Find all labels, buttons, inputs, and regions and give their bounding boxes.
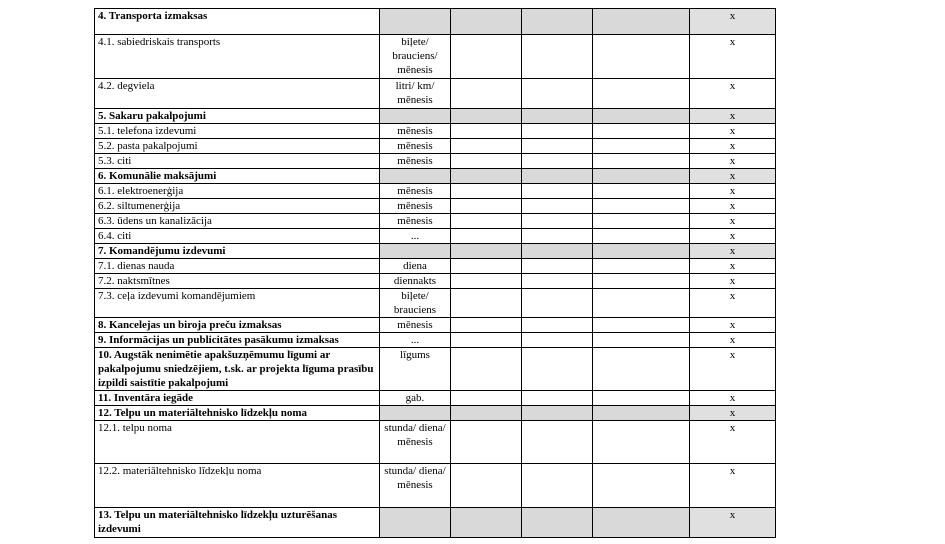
row-cell-empty xyxy=(451,333,522,348)
row-mark: x xyxy=(690,169,776,184)
row-mark: x xyxy=(690,154,776,169)
row-unit: biļete/ brauciens xyxy=(380,289,451,318)
row-name: 11. Inventāra iegāde xyxy=(95,391,380,406)
row-unit xyxy=(380,406,451,421)
row-name: 9. Informācijas un publicitātes pasākumu izmaksas xyxy=(95,333,380,348)
row-unit xyxy=(380,109,451,124)
row-unit xyxy=(380,9,451,35)
row-cell-empty xyxy=(522,244,593,259)
row-cell-empty xyxy=(451,35,522,79)
row-cell-empty xyxy=(593,214,690,229)
row-cell-empty xyxy=(593,109,690,124)
row-name: 6.2. siltumenerģija xyxy=(95,199,380,214)
row-cell-empty xyxy=(593,391,690,406)
row-cell-empty xyxy=(522,259,593,274)
row-unit: ... xyxy=(380,333,451,348)
table-row xyxy=(95,508,776,538)
row-cell-empty xyxy=(522,79,593,109)
row-cell-empty xyxy=(451,391,522,406)
row-unit xyxy=(380,169,451,184)
row-mark: x xyxy=(690,289,776,318)
table-row xyxy=(95,154,776,169)
row-cell-empty xyxy=(522,333,593,348)
row-mark: x xyxy=(690,214,776,229)
row-name: 5.3. citi xyxy=(95,154,380,169)
row-cell-empty xyxy=(451,139,522,154)
row-mark: x xyxy=(690,464,776,508)
row-cell-empty xyxy=(451,421,522,464)
row-cell-empty xyxy=(522,124,593,139)
row-name: 8. Kancelejas un biroja preču izmaksas xyxy=(95,318,380,333)
row-cell-empty xyxy=(593,508,690,538)
table-row xyxy=(95,184,776,199)
table-row xyxy=(95,35,776,79)
row-mark: x xyxy=(690,184,776,199)
table-row xyxy=(95,274,776,289)
table-row xyxy=(95,348,776,391)
row-name: 6. Komunālie maksājumi xyxy=(95,169,380,184)
table-row xyxy=(95,139,776,154)
row-mark: x xyxy=(690,333,776,348)
row-cell-empty xyxy=(593,199,690,214)
row-name: 12.2. materiāltehnisko līdzekļu noma xyxy=(95,464,380,508)
row-cell-empty xyxy=(451,508,522,538)
row-mark: x xyxy=(690,406,776,421)
row-cell-empty xyxy=(593,348,690,391)
row-cell-empty xyxy=(593,184,690,199)
row-cell-empty xyxy=(593,318,690,333)
row-unit: diena xyxy=(380,259,451,274)
row-name: 6.4. citi xyxy=(95,229,380,244)
row-unit: līgums xyxy=(380,348,451,391)
row-name: 7.2. naktsmītnes xyxy=(95,274,380,289)
row-cell-empty xyxy=(451,289,522,318)
row-cell-empty xyxy=(451,169,522,184)
row-cell-empty xyxy=(593,421,690,464)
row-mark: x xyxy=(690,35,776,79)
row-cell-empty xyxy=(522,274,593,289)
table-row xyxy=(95,259,776,274)
row-cell-empty xyxy=(451,214,522,229)
table-row xyxy=(95,333,776,348)
row-unit: diennakts xyxy=(380,274,451,289)
row-cell-empty xyxy=(522,9,593,35)
row-cell-empty xyxy=(593,79,690,109)
table-row xyxy=(95,169,776,184)
row-mark: x xyxy=(690,508,776,538)
table-row xyxy=(95,318,776,333)
row-cell-empty xyxy=(522,139,593,154)
table-row xyxy=(95,244,776,259)
row-unit: mēnesis xyxy=(380,214,451,229)
row-mark: x xyxy=(690,244,776,259)
row-cell-empty xyxy=(522,348,593,391)
row-cell-empty xyxy=(593,124,690,139)
table-row xyxy=(95,421,776,464)
table-row xyxy=(95,109,776,124)
table-row xyxy=(95,229,776,244)
row-cell-empty xyxy=(593,333,690,348)
table-row xyxy=(95,79,776,109)
row-cell-empty xyxy=(593,289,690,318)
row-cell-empty xyxy=(593,169,690,184)
row-mark: x xyxy=(690,109,776,124)
row-unit: mēnesis xyxy=(380,124,451,139)
row-cell-empty xyxy=(451,318,522,333)
row-cell-empty xyxy=(593,244,690,259)
row-cell-empty xyxy=(522,406,593,421)
row-mark: x xyxy=(690,318,776,333)
row-unit: gab. xyxy=(380,391,451,406)
row-cell-empty xyxy=(451,154,522,169)
row-cell-empty xyxy=(451,184,522,199)
row-unit: mēnesis xyxy=(380,154,451,169)
row-cell-empty xyxy=(522,154,593,169)
row-cell-empty xyxy=(451,348,522,391)
row-unit xyxy=(380,244,451,259)
row-cell-empty xyxy=(522,229,593,244)
row-mark: x xyxy=(690,199,776,214)
row-unit: stunda/ diena/ mēnesis xyxy=(380,421,451,464)
row-name: 4.2. degviela xyxy=(95,79,380,109)
row-cell-empty xyxy=(451,109,522,124)
row-cell-empty xyxy=(593,9,690,35)
row-cell-empty xyxy=(522,214,593,229)
row-mark: x xyxy=(690,229,776,244)
table-row xyxy=(95,289,776,318)
row-cell-empty xyxy=(451,79,522,109)
row-cell-empty xyxy=(522,391,593,406)
row-cell-empty xyxy=(451,259,522,274)
row-mark: x xyxy=(690,274,776,289)
table-row xyxy=(95,9,776,35)
table-row xyxy=(95,214,776,229)
row-unit: mēnesis xyxy=(380,318,451,333)
table-row xyxy=(95,124,776,139)
row-cell-empty xyxy=(593,464,690,508)
row-cell-empty xyxy=(593,154,690,169)
row-name: 4.1. sabiedriskais transports xyxy=(95,35,380,79)
row-cell-empty xyxy=(522,508,593,538)
row-mark: x xyxy=(690,139,776,154)
row-name: 6.1. elektroenerģija xyxy=(95,184,380,199)
row-cell-empty xyxy=(451,9,522,35)
row-mark: x xyxy=(690,421,776,464)
row-cell-empty xyxy=(522,464,593,508)
row-unit: mēnesis xyxy=(380,139,451,154)
row-cell-empty xyxy=(593,274,690,289)
row-name: 12. Telpu un materiāltehnisko līdzekļu noma xyxy=(95,406,380,421)
row-cell-empty xyxy=(451,199,522,214)
table-row xyxy=(95,464,776,508)
row-unit: biļete/ brauciens/ mēnesis xyxy=(380,35,451,79)
row-cell-empty xyxy=(451,464,522,508)
row-unit: litri/ km/ mēnesis xyxy=(380,79,451,109)
row-mark: x xyxy=(690,9,776,35)
table-row xyxy=(95,391,776,406)
row-name: 7.1. dienas nauda xyxy=(95,259,380,274)
row-cell-empty xyxy=(593,35,690,79)
row-name: 7.3. ceļa izdevumi komandējumiem xyxy=(95,289,380,318)
row-name: 4. Transporta izmaksas xyxy=(95,9,380,35)
row-mark: x xyxy=(690,391,776,406)
budget-table xyxy=(94,8,776,538)
table-row xyxy=(95,406,776,421)
row-cell-empty xyxy=(522,318,593,333)
row-cell-empty xyxy=(593,406,690,421)
row-cell-empty xyxy=(593,229,690,244)
row-unit: stunda/ diena/ mēnesis xyxy=(380,464,451,508)
row-name: 5. Sakaru pakalpojumi xyxy=(95,109,380,124)
row-cell-empty xyxy=(522,199,593,214)
row-mark: x xyxy=(690,124,776,139)
row-unit: mēnesis xyxy=(380,199,451,214)
row-cell-empty xyxy=(522,169,593,184)
row-cell-empty xyxy=(522,289,593,318)
row-cell-empty xyxy=(451,274,522,289)
row-mark: x xyxy=(690,259,776,274)
row-unit: mēnesis xyxy=(380,184,451,199)
row-name: 7. Komandējumu izdevumi xyxy=(95,244,380,259)
row-cell-empty xyxy=(522,421,593,464)
row-name: 13. Telpu un materiāltehnisko līdzekļu uzturēšanas izdevumi xyxy=(95,508,380,538)
row-name: 10. Augstāk nenimētie apakšuzņēmumu līgumi ar pakalpojumu sniedzējiem, t.sk. ar projekta līguma prasību izpildi saistītie pakalpojumi xyxy=(95,348,380,391)
row-cell-empty xyxy=(522,109,593,124)
row-name: 6.3. ūdens un kanalizācija xyxy=(95,214,380,229)
row-unit: ... xyxy=(380,229,451,244)
row-cell-empty xyxy=(451,406,522,421)
row-cell-empty xyxy=(522,184,593,199)
row-unit xyxy=(380,508,451,538)
row-cell-empty xyxy=(593,139,690,154)
row-cell-empty xyxy=(522,35,593,79)
row-mark: x xyxy=(690,348,776,391)
table-row xyxy=(95,199,776,214)
row-cell-empty xyxy=(451,244,522,259)
row-name: 5.1. telefona izdevumi xyxy=(95,124,380,139)
row-name: 12.1. telpu noma xyxy=(95,421,380,464)
row-mark: x xyxy=(690,79,776,109)
budget-table-body xyxy=(95,9,776,538)
row-name: 5.2. pasta pakalpojumi xyxy=(95,139,380,154)
row-cell-empty xyxy=(451,124,522,139)
row-cell-empty xyxy=(593,259,690,274)
row-cell-empty xyxy=(451,229,522,244)
